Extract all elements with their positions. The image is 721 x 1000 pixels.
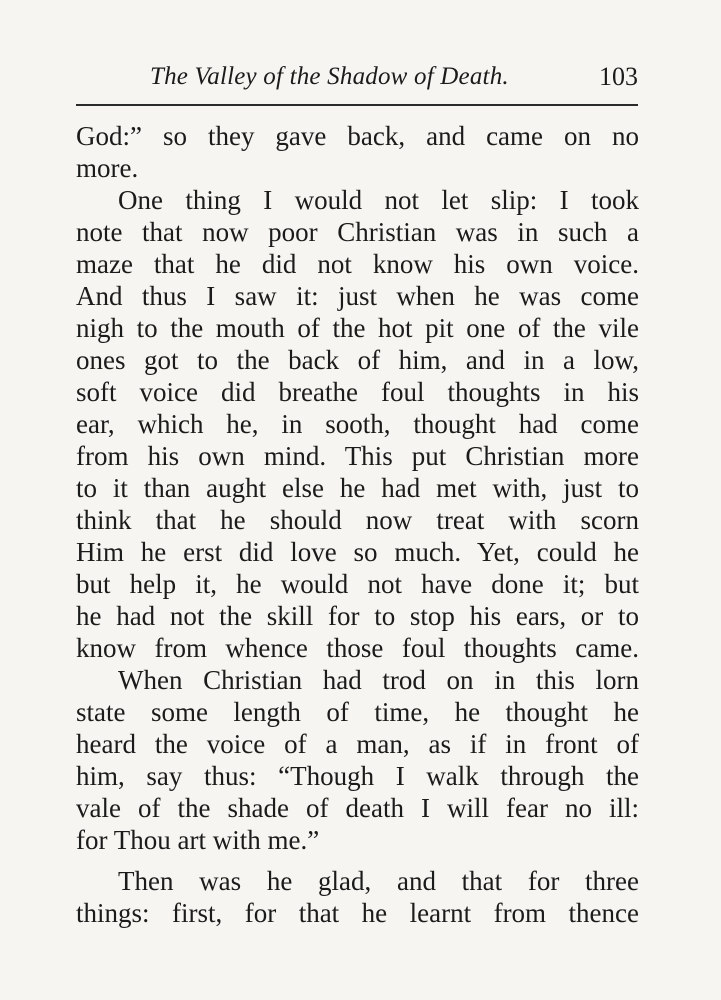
text-line: soft voice did breathe foul thoughts in his bbox=[76, 377, 639, 407]
text-line: When Christian had trod on in this lorn bbox=[118, 665, 639, 695]
text-line: God:” so they gave back, and came on no bbox=[76, 121, 639, 151]
running-title: The Valley of the Shadow of Death. bbox=[150, 63, 509, 90]
text-line: vale of the shade of death I will fear no ill: bbox=[76, 793, 639, 823]
paragraph-1 bbox=[76, 120, 639, 184]
text-line: but help it, he would not have done it; but bbox=[76, 569, 639, 599]
text-line: ones got to the back of him, and in a low, bbox=[76, 345, 639, 375]
text-line: Him he erst did love so much. Yet, could he bbox=[76, 537, 639, 567]
text-line: to it than aught else he had met with, just to bbox=[76, 473, 639, 503]
text-line: nigh to the mouth of the hot pit one of the vile bbox=[76, 313, 639, 343]
header-rule bbox=[76, 104, 638, 106]
text-line: for Thou art with me.” bbox=[76, 825, 320, 855]
paragraph-3 bbox=[76, 664, 639, 856]
paragraph-gap bbox=[76, 856, 639, 865]
text-line: he had not the skill for to stop his ears, or to bbox=[76, 601, 639, 631]
page-number: 103 bbox=[599, 62, 638, 91]
text-line: ear, which he, in sooth, thought had come bbox=[76, 409, 639, 439]
text-line: know from whence those foul thoughts came. bbox=[76, 633, 639, 663]
text-line: One thing I would not let slip: I took bbox=[118, 185, 639, 215]
text-line: note that now poor Christian was in such a bbox=[76, 217, 639, 247]
page-header bbox=[76, 62, 638, 102]
text-line: heard the voice of a man, as if in front of bbox=[76, 729, 639, 759]
text-line: think that he should now treat with scorn bbox=[76, 505, 639, 535]
text-line: maze that he did not know his own voice. bbox=[76, 249, 639, 279]
text-line: And thus I saw it: just when he was come bbox=[76, 281, 639, 311]
text-line: him, say thus: “Though I walk through the bbox=[76, 761, 639, 791]
paragraph-2 bbox=[76, 184, 639, 664]
text-line: Then was he glad, and that for three bbox=[118, 866, 639, 896]
text-line: things: first, for that he learnt from thence bbox=[76, 898, 639, 928]
body-text bbox=[76, 120, 639, 929]
paragraph-4 bbox=[76, 865, 639, 929]
text-line: more. bbox=[76, 153, 139, 183]
text-line: state some length of time, he thought he bbox=[76, 697, 639, 727]
text-line: from his own mind. This put Christian more bbox=[76, 441, 639, 471]
